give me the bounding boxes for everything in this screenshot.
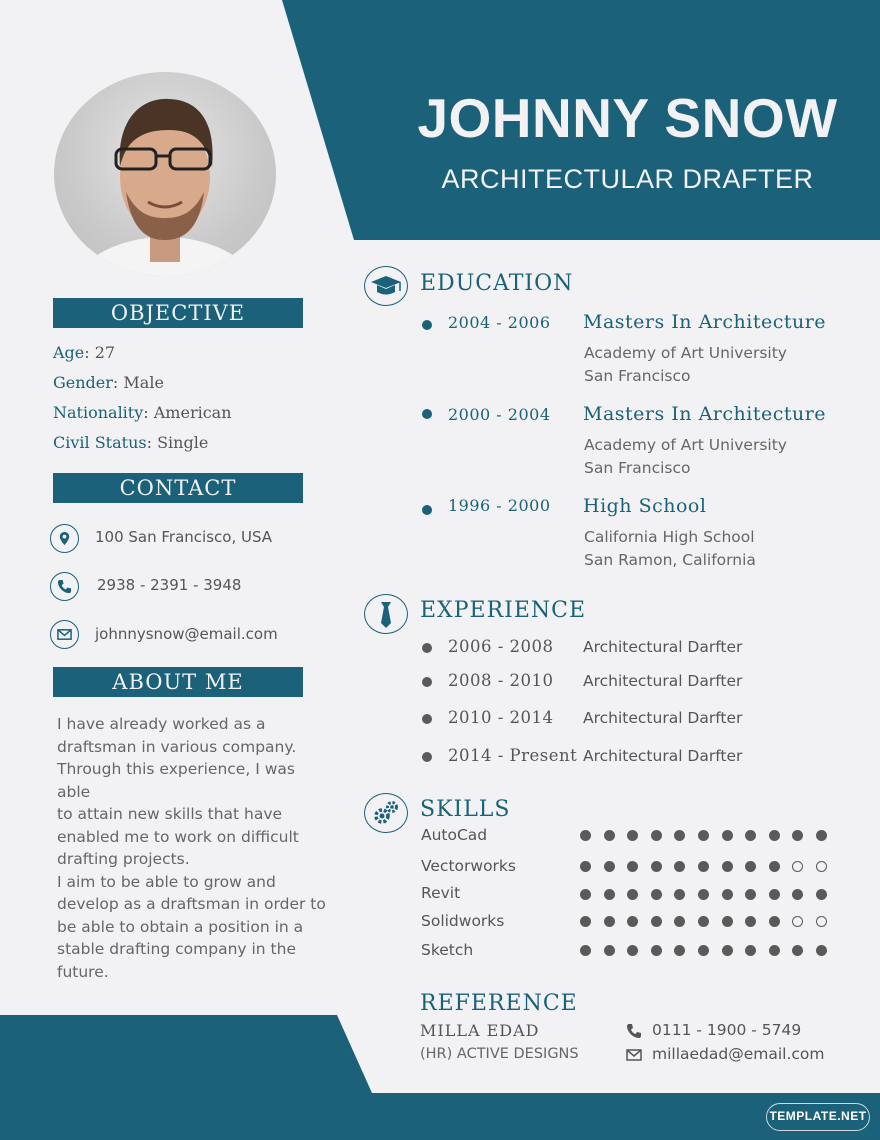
contact-heading: CONTACT — [53, 473, 303, 503]
about-line: drafting projects. — [57, 850, 190, 868]
fact-label: Civil Status — [53, 433, 147, 452]
phone-icon — [626, 1023, 642, 1039]
experience-title: Architectural Darfter — [583, 709, 743, 727]
reference-org: (HR) ACTIVE DESIGNS — [420, 1046, 579, 1062]
experience-title: Architectural Darfter — [583, 747, 743, 765]
rating-dot-filled — [651, 889, 662, 900]
rating-dot-filled — [674, 830, 685, 841]
rating-dot-filled — [769, 830, 780, 841]
fact-civil-status: Civil Status: Single — [53, 433, 209, 452]
graduation-cap-icon — [364, 266, 408, 306]
rating-dot-filled — [651, 830, 662, 841]
rating-dot-filled — [580, 889, 591, 900]
rating-dot-filled — [651, 945, 662, 956]
education-degree: Masters In Architecture — [583, 311, 827, 333]
rating-dot-filled — [627, 916, 638, 927]
rating-dot-filled — [722, 861, 733, 872]
envelope-icon — [626, 1048, 642, 1062]
education-degree: High School — [583, 495, 707, 517]
fact-value: Single — [151, 433, 209, 452]
fact-value: Male — [118, 373, 164, 392]
rating-dot-filled — [722, 916, 733, 927]
timeline-dot — [422, 409, 432, 419]
reference-phone: 0111 - 1900 - 5749 — [652, 1021, 802, 1039]
rating-dot-filled — [816, 889, 827, 900]
fact-age: Age: 27 — [53, 343, 116, 362]
rating-dot-filled — [698, 945, 709, 956]
rating-dot-filled — [580, 945, 591, 956]
rating-dot-filled — [604, 889, 615, 900]
rating-dot-filled — [745, 916, 756, 927]
profile-photo — [54, 72, 276, 276]
skill-name: AutoCad — [421, 826, 488, 844]
about-line: develop as a draftsman in order to — [57, 895, 326, 913]
education-school: Academy of Art University — [584, 436, 787, 454]
rating-dot-filled — [792, 889, 803, 900]
rating-dot-filled — [792, 945, 803, 956]
rating-dot-filled — [580, 916, 591, 927]
fact-label: Age — [53, 343, 85, 362]
phone-icon — [50, 572, 79, 601]
experience-years: 2008 - 2010 — [448, 671, 554, 690]
about-heading: ABOUT ME — [53, 667, 303, 697]
fact-label: Gender — [53, 373, 113, 392]
rating-dot-filled — [745, 889, 756, 900]
rating-dot-filled — [769, 916, 780, 927]
reference-heading: REFERENCE — [420, 991, 578, 1016]
rating-dot-filled — [816, 945, 827, 956]
rating-dot-filled — [769, 889, 780, 900]
rating-dot-empty — [792, 861, 803, 872]
rating-dot-filled — [674, 861, 685, 872]
experience-years: 2014 - Present — [448, 746, 578, 765]
skill-name: Sketch — [421, 941, 474, 959]
experience-title: Architectural Darfter — [583, 638, 743, 656]
envelope-icon — [50, 620, 79, 649]
rating-dot-filled — [698, 830, 709, 841]
rating-dot-filled — [604, 916, 615, 927]
rating-dot-filled — [580, 861, 591, 872]
rating-dot-filled — [627, 861, 638, 872]
skill-name: Vectorworks — [421, 857, 516, 875]
fact-nationality: Nationality: American — [53, 403, 232, 422]
location-pin-icon — [50, 524, 79, 553]
fact-gender: Gender: Male — [53, 373, 164, 392]
about-line: Through this experience, I was able — [57, 760, 295, 801]
fact-value: American — [148, 403, 232, 422]
about-line: I aim to be able to grow and — [57, 872, 276, 891]
about-line: draftsman in various company. — [57, 737, 297, 756]
rating-dot-filled — [816, 830, 827, 841]
skill-name: Revit — [421, 884, 461, 902]
template-badge[interactable]: TEMPLATE.NET — [766, 1103, 870, 1131]
rating-dot-filled — [698, 861, 709, 872]
timeline-dot — [422, 320, 432, 330]
rating-dot-filled — [769, 861, 780, 872]
education-years: 2004 - 2006 — [448, 313, 551, 332]
contact-email[interactable]: johnnysnow@email.com — [95, 625, 278, 643]
fact-value: 27 — [89, 343, 116, 362]
experience-heading: EXPERIENCE — [420, 598, 587, 623]
about-text — [57, 713, 332, 983]
contact-address: 100 San Francisco, USA — [95, 528, 273, 546]
candidate-name: JOHNNY SNOW — [417, 87, 838, 149]
rating-dot-filled — [580, 830, 591, 841]
experience-years: 2010 - 2014 — [448, 708, 554, 727]
contact-phone: 2938 - 2391 - 3948 — [97, 576, 242, 594]
rating-dot-filled — [627, 830, 638, 841]
about-line: be able to obtain a position in a — [57, 917, 304, 936]
rating-dot-filled — [604, 861, 615, 872]
fact-label: Nationality — [53, 403, 144, 422]
about-line: enabled me to work on difficult — [57, 827, 299, 846]
rating-dot-empty — [792, 916, 803, 927]
rating-dot-filled — [722, 830, 733, 841]
about-line: I have already worked as a — [57, 715, 266, 733]
rating-dot-filled — [745, 861, 756, 872]
rating-dot-filled — [651, 916, 662, 927]
timeline-dot — [422, 643, 432, 653]
rating-dot-filled — [627, 945, 638, 956]
rating-dot-filled — [627, 889, 638, 900]
rating-dot-filled — [674, 889, 685, 900]
rating-dot-filled — [604, 830, 615, 841]
rating-dot-filled — [792, 830, 803, 841]
education-heading: EDUCATION — [420, 271, 574, 296]
skills-heading: SKILLS — [420, 797, 511, 822]
skill-name: Solidworks — [421, 912, 505, 930]
objective-heading: OBJECTIVE — [53, 298, 303, 328]
experience-years: 2006 - 2008 — [448, 637, 554, 656]
about-line: to attain new skills that have — [57, 805, 283, 823]
about-line: stable drafting company in the — [57, 940, 296, 958]
education-degree: Masters In Architecture — [583, 403, 827, 425]
rating-dot-filled — [651, 861, 662, 872]
rating-dot-filled — [674, 916, 685, 927]
education-school: Academy of Art University — [584, 344, 787, 362]
timeline-dot — [422, 505, 432, 515]
education-place: San Ramon, California — [584, 551, 756, 569]
reference-email[interactable]: millaedad@email.com — [652, 1045, 825, 1063]
candidate-role: ARCHITECTULAR DRAFTER — [441, 164, 814, 194]
timeline-dot — [422, 714, 432, 724]
education-school: California High School — [584, 528, 755, 546]
education-place: San Francisco — [584, 367, 691, 385]
rating-dot-filled — [722, 889, 733, 900]
gears-icon — [364, 793, 408, 833]
experience-title: Architectural Darfter — [583, 672, 743, 690]
rating-dot-filled — [745, 945, 756, 956]
necktie-icon — [364, 594, 408, 634]
rating-dot-filled — [698, 916, 709, 927]
rating-dot-filled — [722, 945, 733, 956]
timeline-dot — [422, 752, 432, 762]
rating-dot-empty — [816, 861, 827, 872]
education-years: 1996 - 2000 — [448, 496, 551, 515]
education-years: 2000 - 2004 — [448, 405, 551, 424]
reference-name: MILLA EDAD — [420, 1021, 540, 1040]
rating-dot-filled — [604, 945, 615, 956]
timeline-dot — [422, 677, 432, 687]
about-line: future. — [57, 962, 109, 981]
rating-dot-filled — [769, 945, 780, 956]
rating-dot-filled — [674, 945, 685, 956]
education-place: San Francisco — [584, 459, 691, 477]
rating-dot-empty — [816, 916, 827, 927]
rating-dot-filled — [745, 830, 756, 841]
rating-dot-filled — [698, 889, 709, 900]
